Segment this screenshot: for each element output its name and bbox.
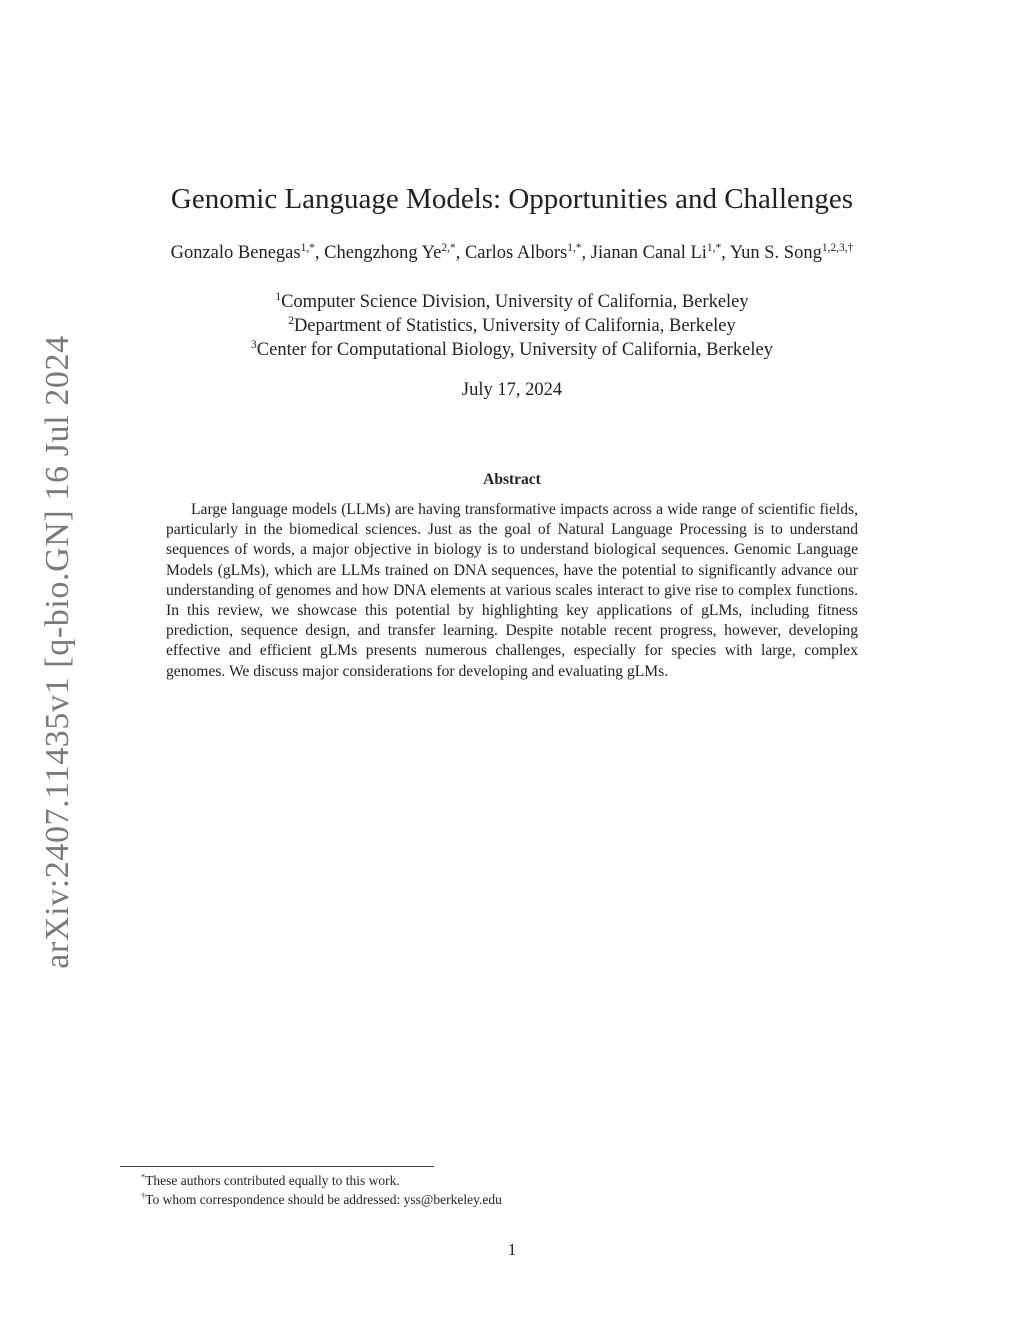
footnote-equal-contribution: [141, 1173, 400, 1189]
affiliation-list: [0, 290, 1024, 362]
affiliation-mark: 3: [251, 338, 257, 351]
author-list: Gonzalo Benegas$^{1,*}$, Chengzhong $Ye^{2,*}$, Carlos Albors$^{1,*}$, Jianan Canal $Li^{1,*}$, Yun S. Song$^{1,2,3,\dagger}$: [170, 241, 854, 263]
footnote-mark: *: [141, 1172, 146, 1182]
author-affiliation-mark: 1,*: [567, 241, 582, 254]
author-affiliation-mark: 1,*: [300, 241, 315, 254]
affiliation-text: Department of Statistics, University of California, Berkeley: [293, 316, 736, 336]
author-name: Chengzhong Ye: [324, 243, 442, 263]
abstract-heading: Abstract: [483, 471, 541, 488]
page-number: 1: [507, 1240, 517, 1259]
affiliation: [0, 338, 1024, 362]
footnote-divider: [120, 1166, 434, 1167]
arxiv-identifier-stamp: arXiv:2407.11435v1 [q-bio.GN] 16 Jul 2024: [39, 335, 76, 969]
affiliation-mark: 1: [275, 290, 282, 303]
footnote-correspondence: [141, 1192, 502, 1208]
footnote-text: These authors contributed equally to this work.: [145, 1173, 400, 1188]
affiliation-text: Computer Science Division, University of California, Berkeley: [281, 292, 749, 312]
author-name: Carlos Albors: [464, 243, 568, 263]
author-name: Gonzalo Benegas: [170, 243, 301, 263]
affiliation-text: Center for Computational Biology, University of California, Berkeley: [256, 340, 773, 360]
author-affiliation-mark: 2,*: [441, 241, 456, 254]
abstract-text: Large language models (LLMs) are having transformative impacts across a wide range of scientific fields, particularly in the biomedical sciences. Just as the goal of Natural Language Processing is to understand sequences of words, a major objective in biology is to understand biological sequences. Genomic Language Models (gLMs), which are LLMs trained on DNA sequences, have the potential to significantly advance our understanding of genomes and how DNA elements at various scales interact to give rise to complex functions. In this review, we showcase this potential by highlighting key applications of gLMs, including fitness prediction, sequence design, and transfer learning. Despite notable recent progress, however, developing effective and efficient gLMs presents numerous challenges, especially for species with large, complex genomes. We discuss major considerations for developing and evaluating gLMs.: [166, 501, 858, 680]
footnote-text: To whom correspondence should be addressed: yss@berkeley.edu: [145, 1192, 502, 1207]
paper-title: Genomic Language Models: Opportunities and Challenges: [170, 183, 854, 215]
author-affiliation-mark: 1,2,3,†: [821, 241, 854, 254]
author-affiliation-mark: 1,*: [706, 241, 722, 254]
author-name: Yun S. Song: [729, 243, 822, 263]
affiliation-mark: 2: [288, 314, 294, 327]
affiliation: [0, 314, 1024, 338]
affiliation: [0, 290, 1024, 314]
publication-date: July 17, 2024: [461, 380, 563, 400]
footnote-mark: †: [141, 1191, 146, 1201]
author-name: Jianan Canal Li: [590, 243, 707, 263]
